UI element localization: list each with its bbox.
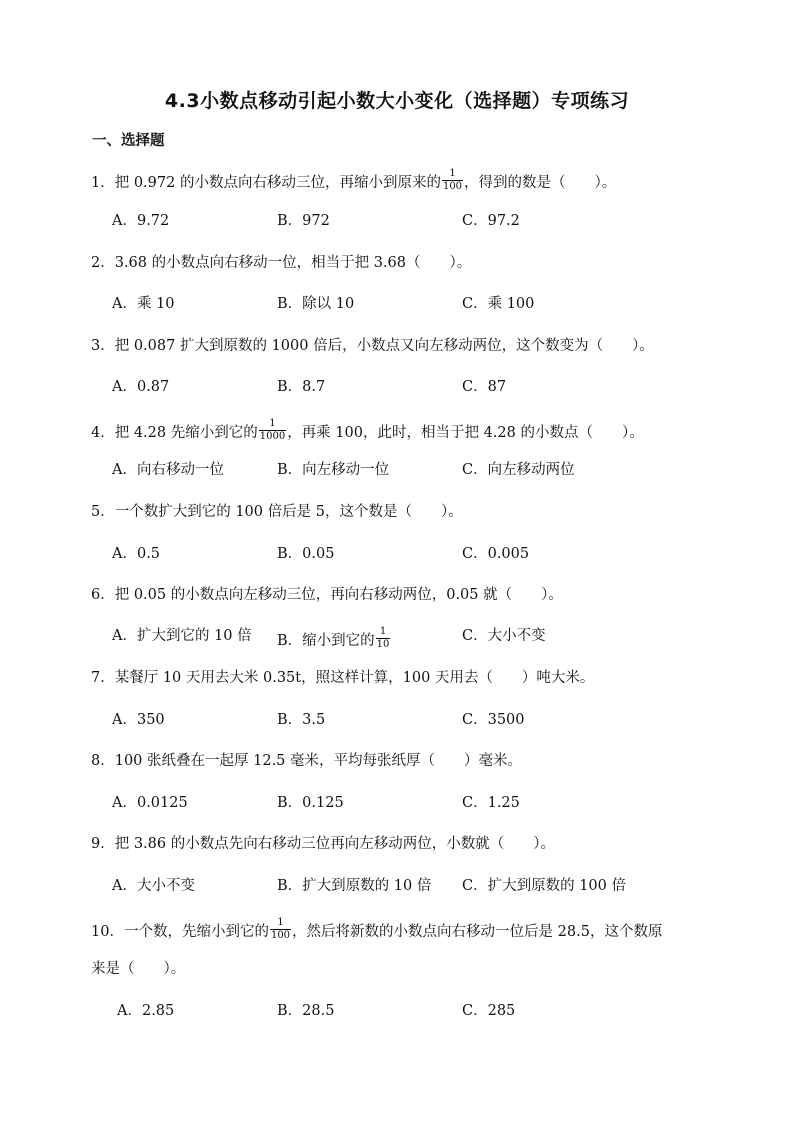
option-b[interactable]: B．0.05 bbox=[277, 546, 335, 562]
options-6 bbox=[112, 626, 712, 650]
fraction: $\frac{1}{1000}$ bbox=[259, 418, 286, 442]
question-text: 4．把 4.28 先缩小到它的 bbox=[91, 425, 258, 441]
question-text: 9．把 3.86 的小数点先向右移动三位再向左移动两位，小数就（ ）。 bbox=[91, 836, 555, 852]
option-c[interactable]: C．0.005 bbox=[462, 546, 530, 562]
question-text: 1．把 0.972 的小数点向右移动三位，再缩小到原来的 bbox=[91, 175, 441, 191]
options-9 bbox=[112, 879, 712, 899]
options-3 bbox=[112, 380, 712, 400]
option-a[interactable]: A．0.0125 bbox=[112, 795, 188, 811]
question-2 bbox=[91, 256, 471, 271]
options-10 bbox=[117, 1004, 717, 1024]
option-a[interactable]: A．向右移动一位 bbox=[112, 462, 224, 478]
question-text: 6．把 0.05 的小数点向左移动三位，再向右移动两位，0.05 就（ ）。 bbox=[91, 587, 563, 603]
question-text-tail: ，得到的数是（ ）。 bbox=[464, 175, 617, 191]
fraction: $\frac{1}{100}$ bbox=[270, 917, 291, 941]
option-c[interactable]: C．97.2 bbox=[462, 213, 520, 229]
option-a[interactable]: A．0.5 bbox=[112, 546, 161, 562]
option-b[interactable]: B．0.125 bbox=[277, 795, 344, 811]
question-7 bbox=[91, 671, 594, 686]
options-1 bbox=[112, 214, 712, 234]
page-title: 4.3小数点移动引起小数大小变化（选择题）专项练习 bbox=[164, 90, 630, 112]
question-text: 8．100 张纸叠在一起厚 12.5 毫米，平均每张纸厚（ ）毫米。 bbox=[91, 753, 523, 769]
fraction: $\frac{1}{100}$ bbox=[442, 168, 463, 192]
question-text: 2．3.68 的小数点向右移动一位，相当于把 3.68（ ）。 bbox=[91, 255, 472, 271]
question-5 bbox=[91, 505, 463, 520]
option-a[interactable]: A．乘 10 bbox=[112, 296, 175, 312]
question-text-tail: ，再乘 100，此时，相当于把 4.28 的小数点（ ）。 bbox=[287, 425, 644, 441]
option-a[interactable]: A．9.72 bbox=[112, 213, 170, 229]
option-c[interactable]: C．1.25 bbox=[462, 795, 520, 811]
option-b[interactable]: B．扩大到原数的 10 倍 bbox=[277, 878, 432, 894]
option-b[interactable]: B．3.5 bbox=[277, 712, 326, 728]
options-4 bbox=[112, 463, 712, 483]
option-b[interactable]: B．972 bbox=[277, 213, 330, 229]
option-a[interactable]: A．大小不变 bbox=[112, 878, 195, 894]
option-c[interactable]: C．87 bbox=[462, 379, 507, 395]
option-b[interactable]: B．28.5 bbox=[277, 1003, 335, 1019]
question-4 bbox=[91, 418, 644, 445]
option-b[interactable]: B．向左移动一位 bbox=[277, 462, 390, 478]
options-7 bbox=[112, 713, 712, 733]
option-c[interactable]: C．乘 100 bbox=[462, 296, 535, 312]
question-text: 10．一个数，先缩小到它的 bbox=[91, 924, 269, 940]
option-a[interactable]: A．0.87 bbox=[112, 379, 170, 395]
option-c[interactable]: C．285 bbox=[462, 1003, 516, 1019]
question-8 bbox=[91, 754, 522, 769]
question-3 bbox=[91, 339, 654, 354]
option-c[interactable]: C．扩大到原数的 100 倍 bbox=[462, 878, 626, 894]
option-c[interactable]: C．3500 bbox=[462, 712, 525, 728]
question-text-tail: ，然后将新数的小数点向右移动一位后是 28.5，这个数原 bbox=[292, 924, 663, 940]
question-9 bbox=[91, 837, 555, 852]
option-a[interactable]: A．2.85 bbox=[117, 1003, 175, 1019]
option-b[interactable]: B．8.7 bbox=[277, 379, 326, 395]
option-b[interactable]: B．缩小到它的 $\frac{1}{10}$ bbox=[277, 626, 390, 650]
options-5 bbox=[112, 547, 712, 567]
question-6 bbox=[91, 588, 563, 603]
section-heading: 一、选择题 bbox=[92, 133, 165, 149]
options-2 bbox=[112, 297, 712, 317]
options-8 bbox=[112, 796, 712, 816]
option-c[interactable]: C．向左移动两位 bbox=[462, 462, 575, 478]
option-b[interactable]: B．除以 10 bbox=[277, 296, 355, 312]
question-1 bbox=[91, 168, 617, 195]
option-c[interactable]: C．大小不变 bbox=[462, 628, 546, 644]
option-a[interactable]: A．350 bbox=[112, 712, 165, 728]
question-text: 3．把 0.087 扩大到原数的 1000 倍后，小数点又向左移动两位，这个数变为（ ）。 bbox=[91, 338, 654, 354]
question-text: 7．某餐厅 10 天用去大米 0.35t，照这样计算，100 天用去（ ）吨大米。 bbox=[91, 670, 595, 686]
question-10-line2: 来是（ ）。 bbox=[91, 961, 186, 977]
question-10 bbox=[91, 917, 663, 944]
question-text: 5．一个数扩大到它的 100 倍后是 5，这个数是（ ）。 bbox=[91, 504, 463, 520]
option-a[interactable]: A．扩大到它的 10 倍 bbox=[112, 628, 252, 644]
fraction: $\frac{1}{10}$ bbox=[376, 626, 390, 650]
